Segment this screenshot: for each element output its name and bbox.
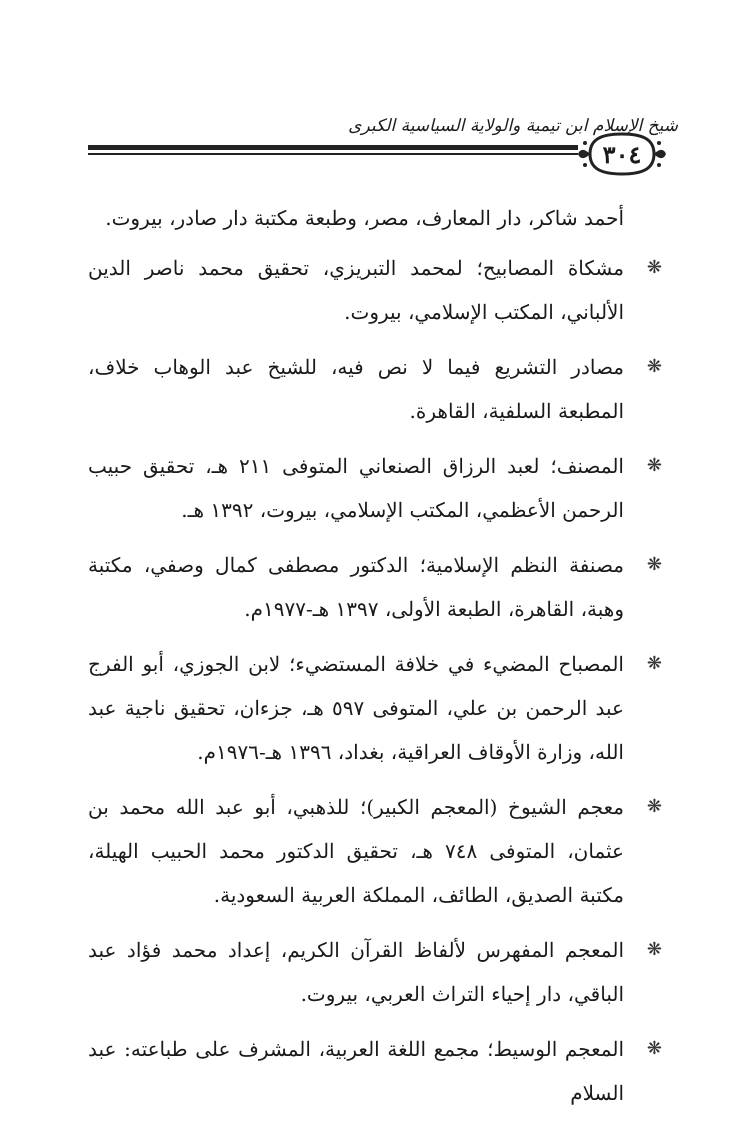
asterisk-bullet-icon: ❋	[646, 455, 662, 476]
page-number-ornament	[576, 131, 668, 177]
asterisk-bullet-icon: ❋	[646, 1038, 662, 1059]
header-rule-thick	[88, 145, 578, 150]
running-title: شيخ الإسلام ابن تيمية والولاية السياسية الكبرى	[348, 116, 678, 136]
asterisk-bullet-icon: ❋	[646, 356, 662, 377]
bibliography-entry	[88, 1027, 662, 1115]
entry-text: مصنفة النظم الإسلامية؛ الدكتور مصطفى كمال وصفي، مكتبة وهبة، القاهرة، الطبعة الأولى، ١٣٩٧ هـ-١٩٧٧م.	[88, 553, 624, 621]
bibliography-entry	[88, 928, 662, 1016]
entry-text: المصباح المضيء في خلافة المستضيء؛ لابن الجوزي، أبو الفرج عبد الرحمن بن علي، المتوفى ٥٩٧ هـ، جزءان، تحقيق ناجية عبد الله، وزارة الأوقاف العراقية، بغداد، ١٣٩٦ هـ-١٩٧٦م.	[88, 652, 624, 764]
header-rule-thin	[88, 153, 578, 155]
entry-text: مصادر التشريع فيما لا نص فيه، للشيخ عبد الوهاب خلاف، المطبعة السلفية، القاهرة.	[88, 355, 624, 423]
asterisk-bullet-icon: ❋	[646, 257, 662, 278]
bibliography-body	[88, 196, 662, 1126]
bibliography-entry	[88, 444, 662, 532]
entry-text: المعجم الوسيط؛ مجمع اللغة العربية، المشرف على طباعته: عبد السلام	[88, 1037, 624, 1105]
asterisk-bullet-icon: ❋	[646, 653, 662, 674]
bibliography-entry	[88, 785, 662, 917]
bibliography-entry	[88, 642, 662, 774]
page-number: ٣٠٤	[602, 139, 642, 169]
entry-text: مشكاة المصابيح؛ لمحمد التبريزي، تحقيق محمد ناصر الدين الألباني، المكتب الإسلامي، بيروت.	[88, 256, 624, 324]
bibliography-entry	[88, 246, 662, 334]
asterisk-bullet-icon: ❋	[646, 939, 662, 960]
entry-text: معجم الشيوخ (المعجم الكبير)؛ للذهبي، أبو عبد الله محمد بن عثمان، المتوفى ٧٤٨ هـ، تحقيق الدكتور محمد الحبيب الهيلة، مكتبة الصديق، الطائف، المملكة العربية السعودية.	[88, 795, 624, 907]
bibliography-entry	[88, 345, 662, 433]
continued-entry-line: أحمد شاكر، دار المعارف، مصر، وطبعة مكتبة دار صادر، بيروت.	[105, 206, 624, 230]
entry-text: المصنف؛ لعبد الرزاق الصنعاني المتوفى ٢١١ هـ، تحقيق حبيب الرحمن الأعظمي، المكتب الإسلامي، بيروت، ١٣٩٢ هـ.	[88, 454, 624, 522]
page-header	[0, 0, 750, 190]
asterisk-bullet-icon: ❋	[646, 554, 662, 575]
entry-text: المعجم المفهرس لألفاظ القرآن الكريم، إعداد محمد فؤاد عبد الباقي، دار إحياء التراث العربي، بيروت.	[88, 938, 624, 1006]
asterisk-bullet-icon: ❋	[646, 796, 662, 817]
bibliography-entry	[88, 543, 662, 631]
